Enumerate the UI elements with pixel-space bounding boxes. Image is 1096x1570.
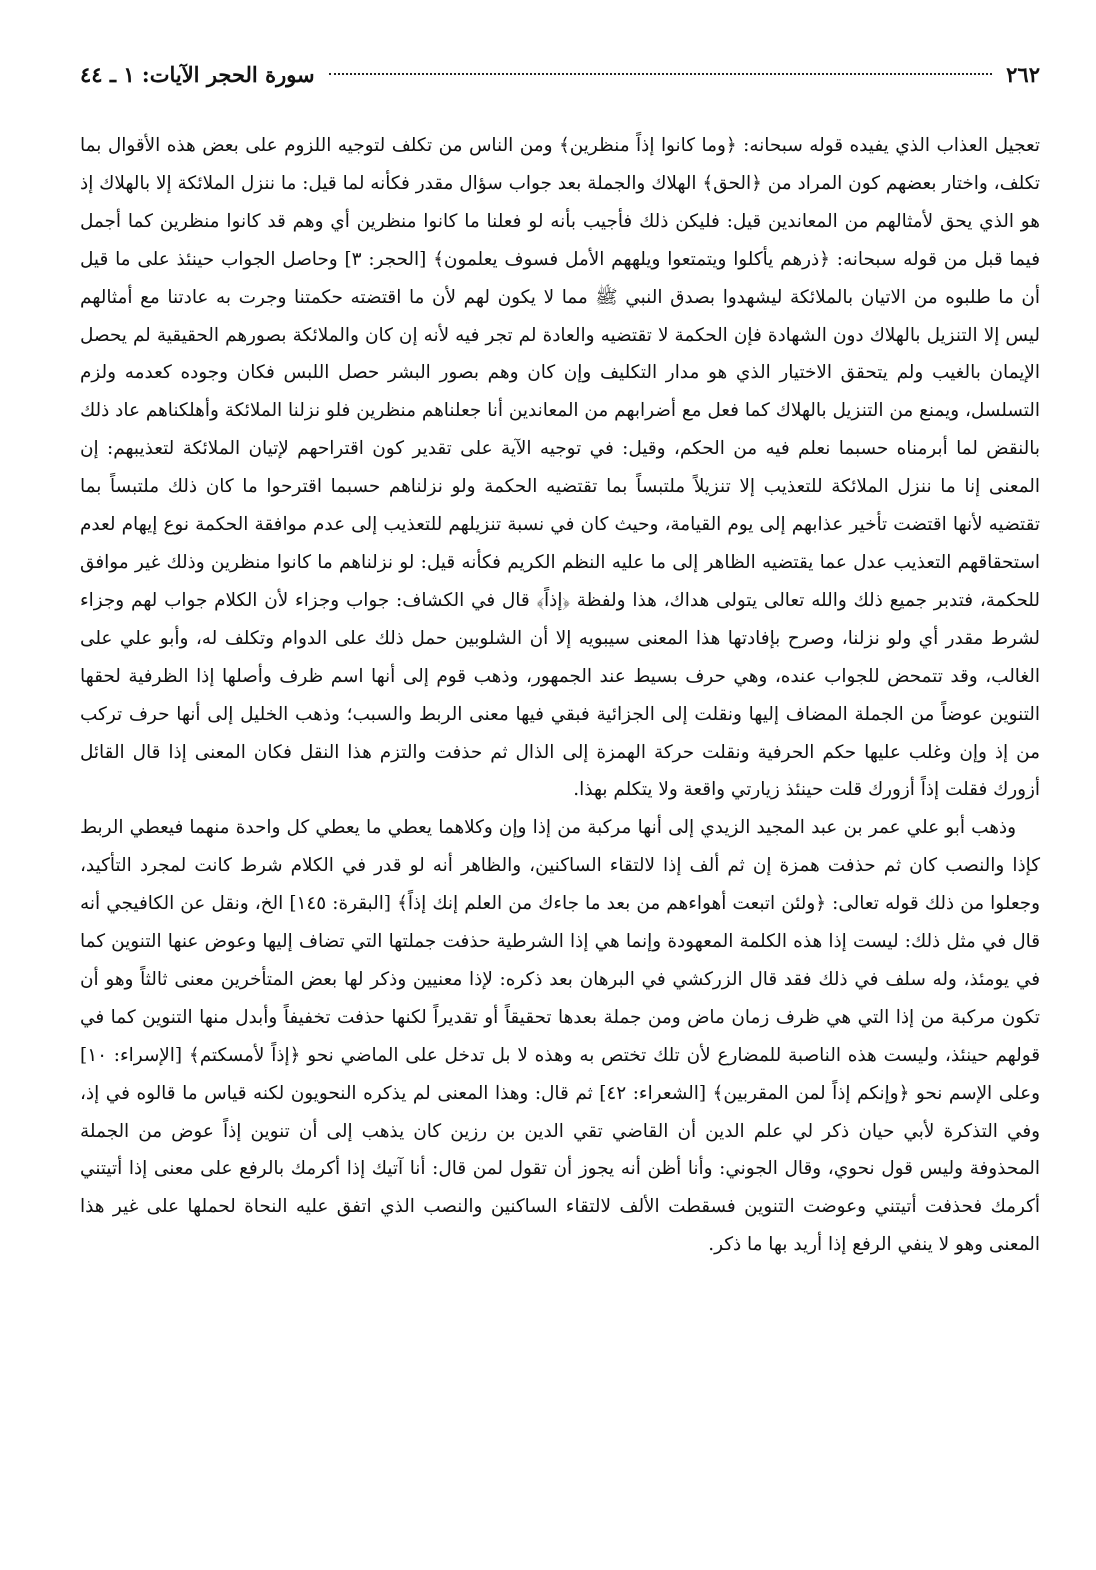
paragraph: وذهب أبو علي عمر بن عبد المجيد الزيدي إلى أنها مركبة من إذا وإن وكلاهما يعطي ما يعطي كل واحدة منهما فيعطي الربط كإذا والنصب كان ثم حذفت همزة إن ثم ألف إذا لالتقاء الساكنين، والظاهر أنه لو قدر في الكلام شرط كانت لمجرد التأكيد، وجعلوا من ذلك قوله تعالى: ﴿ولئن اتبعت أهواءهم من بعد ما جاءك من العلم إنك إذاً﴾ [البقرة: ١٤٥] الخ، ونقل عن الكافيجي أنه قال في مثل ذلك: ليست إذا هذه الكلمة المعهودة وإنما هي إذا الشرطية حذفت جملتها التي تضاف إليها وعوض عنها التنوين كما في يومئذ، وله سلف في ذلك فقد قال الزركشي في البرهان بعد ذكره: لإذا معنيين وذكر لها بعض المتأخرين معنى ثالثاً وهو أن تكون مركبة من إذا التي هي ظرف زمان ماض ومن جملة بعدها تحقيقاً أو تقديراً لكنها حذفت تخفيفاً وأبدل منها التنوين كما في قولهم حينئذ، وليست هذه الناصبة للمضارع لأن تلك تختص به وهذه لا بل تدخل على الماضي نحو ﴿إذاً لأمسكتم﴾ [الإسراء: ١٠] وعلى الإسم نحو ﴿وإنكم إذاً لمن المقربين﴾ [الشعراء: ٤٢] ثم قال: وهذا المعنى لم يذكره النحويون لكنه قياس ما قالوه في إذ، وفي التذكرة لأبي حيان ذكر لي علم الدين أن القاضي تقي الدين بن رزين كان يذهب إلى أن تنوين إذاً عوض من الجملة المحذوفة وليس قول نحوي، وقال الجوني: وأنا أظن أنه يجوز أن تقول لمن قال: أنا آتيك إذا أكرمك بالرفع على معنى إذا أتيتني أكرمك فحذفت أتيتني وعوضت التنوين فسقطت الألف لالتقاء الساكنين والنصب الذي اتفق عليه النحاة لحملها على غير هذا المعنى وهو لا ينفي الرفع إذا أريد بها ما ذكر. (80, 817, 1040, 1256)
running-header (80, 62, 1040, 103)
body-text (80, 127, 1040, 1264)
paragraph: تعجيل العذاب الذي يفيده قوله سبحانه: ﴿وما كانوا إذاً منظرين﴾ ومن الناس من تكلف لتوجيه اللزوم على بعض هذه الأقوال بما تكلف، واختار بعضهم كون المراد من ﴿الحق﴾ الهلاك والجملة بعد جواب سؤال مقدر فكأنه لما قيل: ما ننزل الملائكة إلا بالهلاك إذ هو الذي يحق لأمثالهم من المعاندين قيل: فليكن ذلك فأجيب بأنه لو فعلنا ما كانوا منظرين أي وهم قد كانوا منظرين كما أجمل فيما قبل من قوله سبحانه: ﴿ذرهم يأكلوا ويتمتعوا ويلههم الأمل فسوف يعلمون﴾ [الحجر: ٣] وحاصل الجواب حينئذ على ما قيل أن ما طلبوه من الاتيان بالملائكة ليشهدوا بصدق النبي ﷺ مما لا يكون لهم لأن ما اقتضته حكمتنا وجرت به عادتنا مع أمثالهم ليس إلا التنزيل بالهلاك دون الشهادة فإن الحكمة لا تقتضيه والعادة لم تجر فيه لأنه إن كان والملائكة بصورهم الحقيقية لم يحصل الإيمان بالغيب ولم يتحقق الاختيار الذي هو مدار التكليف وإن كان وهم بصور البشر حصل اللبس فكان وجوده كعدمه ولزم التسلسل، ويمنع من التنزيل بالهلاك كما فعل مع أضرابهم من المعاندين أنا جعلناهم منظرين فلو نزلنا الملائكة وأهلكناهم عاد ذلك بالنقض لما أبرمناه حسبما نعلم فيه من الحكم، وقيل: في توجيه الآية على تقدير كون اقتراحهم لإتيان الملائكة لتعذيبهم: إن المعنى إنا ما ننزل الملائكة للتعذيب إلا تنزيلاً ملتبساً بما تقتضيه الحكمة ولو نزلناهم حسبما اقترحوا ما كان ذلك ملتبساً بما تقتضيه لأنها اقتضت تأخير عذابهم إلى يوم القيامة، وحيث كان في نسبة تنزيلهم للتعذيب إلى عدم موافقة الحكمة نوع إيهام لعدم استحقاقهم التعذيب عدل عما يقتضيه الظاهر إلى ما عليه النظم الكريم فكأنه قيل: لو نزلناهم ما كانوا منظرين وذلك غير موافق للحكمة، فتدبر جميع ذلك والله تعالى يتولى هداك، هذا ولفظة ﴿إذاً﴾ قال في الكشاف: جواب وجزاء لأن الكلام جواب لهم وجزاء لشرط مقدر أي ولو نزلنا، وصرح بإفادتها هذا المعنى سيبويه إلا أن الشلوبين حمل ذلك على الدوام وتكلف له، وأبو علي على الغالب، وقد تتمحض للجواب عنده، وهي حرف بسيط عند الجمهور، وذهب قوم إلى أنها اسم ظرف وأصلها إذا الظرفية لحقها التنوين عوضاً من الجملة المضاف إليها ونقلت إلى الجزائية فبقي فيها معنى الربط والسبب؛ وذهب الخليل إلى أنها حرف تركب من إذ وإن وغلب عليها حكم الحرفية ونقلت حركة الهمزة إلى الذال ثم حذفت والتزم هذا النقل فكان المعنى إذا قال القائل أزورك فقلت إذاً أزورك قلت حينئذ زيارتي واقعة ولا يتكلم بهذا. (80, 135, 1041, 801)
running-header-title: سورة الحجر الآيات: ١ ـ ٤٤ (80, 62, 315, 87)
page-number: ٢٦٢ (1006, 62, 1040, 87)
header-dotted-leader (329, 73, 993, 75)
page (80, 62, 1040, 1264)
